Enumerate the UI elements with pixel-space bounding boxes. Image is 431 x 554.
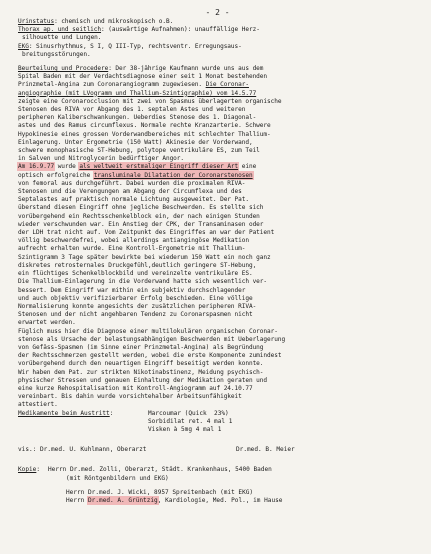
body-line: Die Thallium-Einlagerung in die Vorderwand hatte sich wesentlich ver- (18, 278, 268, 286)
body-line: attestiert. (18, 401, 58, 409)
highlight-dilatation: transluminale Dilatation der Coronarstenosen (93, 171, 253, 179)
urinstatus-line (18, 18, 417, 26)
beurteilung-heading-line (18, 65, 417, 73)
body-line: physischer Stressen und genauen Einhaltung der Medikation geraten und (18, 376, 268, 384)
signature-right: Dr.med. B. Meier (236, 446, 295, 454)
body-line: von Gefäss-Spasmen (im Sinne einer Prinzmetal-Angina) als Begründung (18, 343, 264, 351)
body-line: schwere monophasische ST-Hebung, polytope ventrikuläre ES, zum Teil (18, 147, 260, 155)
medikamente-colon: : (109, 409, 114, 417)
kopie-recipient-highlight (48, 497, 282, 505)
page-number: - 2 - (205, 8, 230, 17)
body-line: Stenosen und die Verengungen am Abgang der Circumflexa und des (18, 188, 242, 196)
urinstatus-label: Urinstatus (18, 18, 55, 25)
body-line: diskretes retrosternales Druckgefühl,deutlich geringere ST-Hebung, (18, 261, 257, 269)
medication-item: Marcoumar (Quick 23%) (148, 409, 229, 417)
body-line: wieder verschwunden war. Ein Anstieg der CPK, der Transaminasen oder (18, 220, 264, 228)
medikamente-label: Medikamente beim Austritt (18, 409, 110, 417)
body-line: bessert. Dem Eingriff war mithin ein subjektiv durchschlagender (18, 286, 246, 294)
kopie-suffix: , Kardiologie, Med. Pol., im Hause (157, 496, 283, 504)
beurteilung-first-line: : Der 38-jährige Kaufmann wurde uns aus dem (108, 65, 264, 73)
kopie-section (18, 466, 417, 505)
kopie-prefix: Herrn (66, 496, 89, 504)
body-line: überstand diesen Eingriff ohne jegliche Beschwerden. Es stellte sich (18, 204, 264, 212)
highlight-line-text: wurde (54, 163, 80, 171)
kopie-colon: : (36, 466, 41, 474)
ekg-text: : Sinusrhythmus, S I, Q III-Typ, rechtsventr. Erregungsaus- (28, 42, 242, 50)
body-line: Normalisierung konnte angesichts der zusätzlichen peripheren RIVA- (18, 302, 257, 310)
body-line-underlined: angiographie (mit LVogramm und Thallium-Szintigraphie) vom 14.5.77 (18, 89, 257, 97)
body-line: Stenosen und der nicht angehbaren Tendenz zu Coronarspasmen nicht (18, 311, 253, 319)
highlight-weltweit: als weltweit erstmaliger Eingriff dieser Art (79, 163, 239, 171)
body-line: vorübergehend ein Rechtsschenkelblock ein, der nach einigen Stunden (18, 212, 260, 220)
body-line: Septalastes auf praktisch normale Lichtung ausgeweitet. Der Pat. (18, 196, 249, 204)
highlight-line-text: optisch erfolgreiche (18, 171, 94, 179)
ekg-label: EKG (18, 42, 29, 50)
beurteilung-section (18, 65, 417, 410)
thorax-line-cont (18, 34, 417, 42)
medikamente-label-wrap (18, 410, 148, 435)
body-line: Füglich muss hier die Diagnose einer multilokulären organischen Coronar- (18, 327, 278, 335)
kopie-highlight-name: Dr.med. A. Grüntzig (88, 496, 158, 504)
kopie-recipient-note: (mit Röntgenbildern und EKG) (66, 474, 169, 482)
medikamente-section (18, 410, 417, 435)
thorax-line (18, 26, 417, 34)
body-line: vereinbart. Bis dahin wurde vorsichtehalber Arbeitsunfähigkeit (18, 393, 242, 401)
status-section (18, 18, 417, 59)
signature-left: vis.: Dr.med. U. Kuhlmann, Oberarzt (18, 446, 147, 454)
coronar-link-text: Die Coronar- (205, 81, 249, 89)
body-line: eine kurze Rehospitalisation mit Kontroll-Angiogramm auf 24.10.77 (18, 384, 253, 392)
medication-item: Visken à 5mg 4 mal 1 (148, 425, 222, 433)
body-line: der LDH trat nicht auf. Vom Zeitpunkt des Eingriffes an war der Patient (18, 229, 275, 237)
body-line: von femoral aus durchgeführt. Dabei wurden die proximalen RIVA- (18, 179, 246, 187)
highlight-date: Am 16.9.77 (18, 163, 55, 171)
body-line: Szintigramm 3 Tage später bewirkte bei wiederum 150 Watt ein noch ganz (18, 253, 271, 261)
kopie-recipient: Herrn Dr.med. J. Wicki, 8957 Spreitenbach (mit EKG) (66, 488, 254, 496)
thorax-text-cont: silhouette und Lungen. (22, 34, 102, 42)
body-line: vorübergehend durch den neuartigen Eingriff beseitigt werden konnte. (18, 360, 264, 368)
urinstatus-text: : chemisch und mikroskopisch o.B. (54, 18, 174, 25)
highlight-line-date (18, 163, 417, 171)
body-line: stenose als Ursache der belastungsabhängigen Beschwerden mit Ueberlagerung (18, 335, 286, 343)
medikamente-list (148, 410, 232, 435)
body-line: in Salven und Nitroglycerin bedürftiger Angor. (18, 155, 185, 163)
body-line: ein flüchtiges Schenkelblockbild und vereinzelte ventrikuläre ES. (18, 270, 253, 278)
highlight-line-dilatation (18, 172, 417, 180)
body-text: Prinzmetal-Angina zum Coronarangiogramm zugewiesen. (18, 81, 206, 89)
kopie-label-wrap (18, 466, 48, 505)
body-line: Spital Baden mit der Verdachtsdiagnose einer seit 1 Monat bestehenden (18, 73, 268, 81)
highlight-line-tail: eine (238, 163, 257, 171)
body-line: Hypokinesie eines grossen Vorderwandbereiches mit schlechter Thallium- (18, 130, 271, 138)
body-line: Stenosen des RIVA vor Abgang des 1. septalen Astes und weiteren (18, 106, 246, 114)
body-line: aufrecht erhalten wurde. Eine Kontroll-Ergometrie mit Thallium- (18, 245, 246, 253)
ekg-line-cont (18, 51, 417, 59)
body-line: Wir haben dem Pat. zur strikten Nikotinabstinenz, Meidung psychisch- (18, 368, 264, 376)
body-line (18, 81, 417, 89)
thorax-text: : (auswärtige Aufnahmen): unauffällige Herz- (101, 26, 260, 34)
body-line: erwartet werden. (18, 319, 76, 327)
medication-item: Sorbidilat ret. 4 mal 1 (148, 417, 233, 425)
ekg-text-cont: breitungsstörungen. (22, 50, 91, 58)
body-line: der Rechtsschmerzen gestellt werden, wobei die erste Komponente zumindest (18, 352, 282, 360)
thorax-label: Thorax ap. und seitlich (18, 26, 102, 34)
body-line: völlig beschwerdefrei, wobei allerdings antiangingöse Medikation (18, 237, 249, 245)
signature-row (18, 446, 417, 454)
kopie-label: Kopie (18, 466, 37, 474)
body-line: Einlagerung. Unter Ergometrie (150 Watt) Akinesie der Vorderwand, (18, 138, 253, 146)
beurteilung-heading: Beurteilung und Procedere (18, 65, 109, 73)
body-line: astes und des Ramus circumflexus. Normale rechte Kranzarterie. Schwere (18, 122, 271, 130)
kopie-list (48, 466, 282, 505)
body-line: zeigte eine Coronarocclusion mit zwei von Spasmus überlagerten organische (18, 97, 282, 105)
ekg-line (18, 43, 417, 51)
body-line: und auch objektiv verifizierbarer Erfolg beschieden. Eine völlige (18, 294, 253, 302)
body-line: peripheren Kaliberschwankungen. Ueberdies Stenose des 1. Diagonal- (18, 114, 257, 122)
kopie-recipient: Herrn Dr.med. Zolli, Oberarzt, Städt. Krankenhaus, 5400 Baden (48, 466, 272, 474)
